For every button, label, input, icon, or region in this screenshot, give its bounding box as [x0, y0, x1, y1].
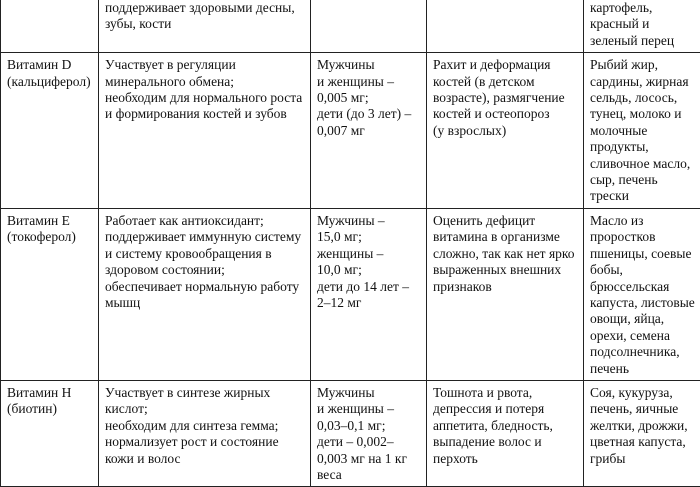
table-row: [1, 53, 700, 209]
daily-norm-cell: Мужчины – 15,0 мг; женщины – 10,0 мг; дети до 14 лет – 2–12 мг: [311, 208, 427, 380]
deficiency-cell: Тошнота и рвота, депрессия и потеря аппетита, бледность, выпадение волос и перхоть: [427, 380, 584, 486]
vitamin-name-cell: Витамин E (токоферол): [1, 208, 99, 380]
daily-norm-cell: [311, 0, 427, 53]
vitamin-name-cell: Витамин D (кальциферол): [1, 53, 99, 209]
deficiency-cell: [427, 0, 584, 53]
deficiency-cell: Оценить дефицит витамина в организме сложно, так как нет ярко выраженных внешних признаков: [427, 208, 584, 380]
sources-cell: Соя, кукуруза, печень, яичные желтки, дрожжи, цветная капуста, грибы: [584, 380, 700, 486]
function-cell: Участвует в синтезе жирных кислот; необходим для синтеза гемма; нормализует рост и состояние кожи и волос: [99, 380, 311, 486]
sources-cell: картофель, красный и зеленый перец: [584, 0, 700, 53]
function-cell: Участвует в регуляции минерального обмена; необходим для нормального роста и формирования костей и зубов: [99, 53, 311, 209]
daily-norm-cell: Мужчины и женщины – 0,005 мг; дети (до 3 лет) – 0,007 мг: [311, 53, 427, 209]
sources-cell: Рыбий жир, сардины, жирная сельдь, лосось, тунец, молоко и молочные продукты, сливочное масло, сыр, печень трески: [584, 53, 700, 209]
deficiency-cell: Рахит и деформация костей (в детском возрасте), размягчение костей и остеопороз (у взрослых): [427, 53, 584, 209]
vitamin-name-cell: [1, 0, 99, 53]
function-cell: поддерживает здоровыми десны, зубы, кости: [99, 0, 311, 53]
table-row: [1, 0, 700, 53]
table-row: [1, 208, 700, 380]
sources-cell: Масло из проростков пшеницы, соевые бобы, брюссельская капуста, листовые овощи, яйца, орехи, семена подсолнечника, печень: [584, 208, 700, 380]
daily-norm-cell: Мужчины и женщины – 0,03–0,1 мг; дети – 0,002–0,003 мг на 1 кг веса: [311, 380, 427, 486]
function-cell: Работает как антиоксидант; поддерживает иммунную систему и систему кровообращения в здоровом состоянии; обеспечивает нормальную работу мышц: [99, 208, 311, 380]
vitamin-name-cell: Витамин H (биотин): [1, 380, 99, 486]
table-row: [1, 380, 700, 486]
